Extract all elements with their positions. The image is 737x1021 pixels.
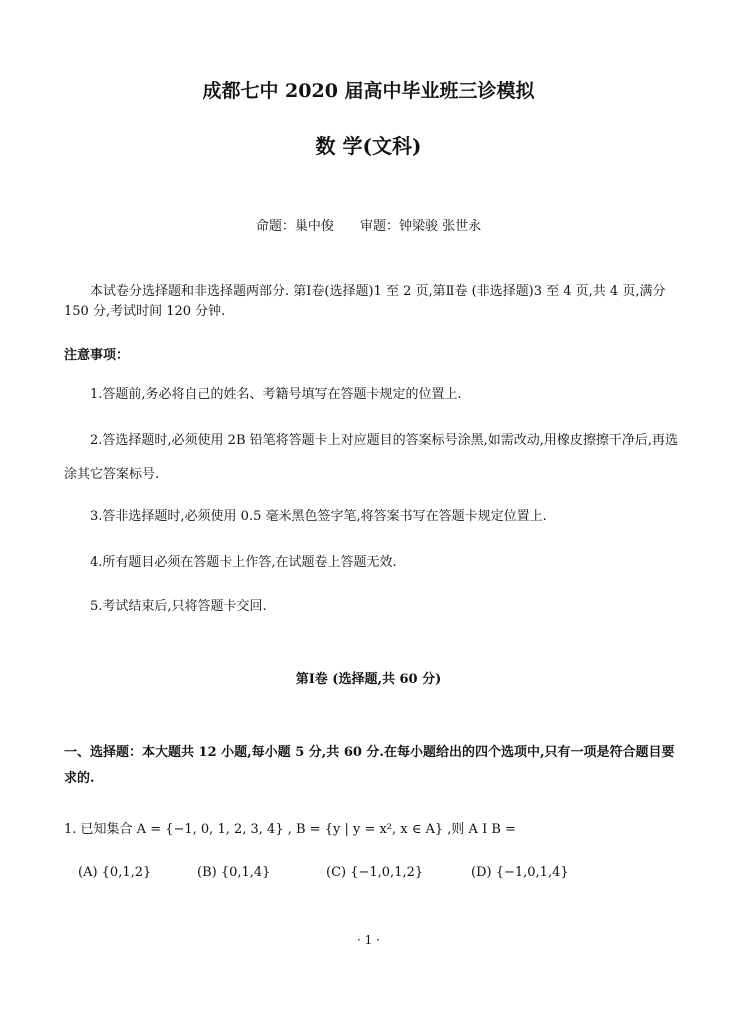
exam-title: 成都七中 2020 届高中毕业班三诊模拟 bbox=[202, 80, 535, 102]
notice-item-2: 2.答选择题时,必须使用 2B 铅笔将答题卡上对应题目的答案标号涂黑,如需改动,用橡皮擦擦干净后,再选涂其它答案标号. bbox=[64, 433, 679, 482]
section-heading: 第Ⅰ卷 (选择题,共 60 分) bbox=[295, 672, 442, 687]
notice-item-3: 3.答非选择题时,必须使用 0.5 毫米黑色签字笔,将答案书写在答题卡规定位置上. bbox=[90, 509, 547, 524]
question-1: 1. 已知集合 A = {−1, 0, 1, 2, 3, 4} , B = {y | y = x², x ∈ A} ,则 A I B = bbox=[64, 822, 516, 837]
author-line bbox=[0, 215, 737, 234]
notice-item-5: 5.考试结束后,只将答题卡交回. bbox=[90, 599, 267, 614]
exam-subject: 数 学(文科) bbox=[315, 134, 422, 158]
notice-item-1: 1.答题前,务必将自己的姓名、考籍号填写在答题卡规定的位置上. bbox=[90, 387, 462, 402]
intro-paragraph: 本试卷分选择题和非选择题两部分. 第Ⅰ卷(选择题)1 至 2 页,第Ⅱ卷 (非选择题)3 至 4 页,共 4 页,满分 150 分,考试时间 120 分钟. bbox=[64, 284, 666, 319]
page-number: · 1 · bbox=[357, 933, 380, 947]
reviewer-label: 审题：钟梁骏 张世永 bbox=[359, 219, 482, 234]
part-instructions: 一、选择题：本大题共 12 小题,每小题 5 分,共 60 分.在每小题给出的四个选项中,只有一项是符合题目要求的. bbox=[64, 745, 675, 786]
question-1-option-d: (D) {−1,0,1,4} bbox=[471, 865, 569, 880]
notice-heading: 注意事项： bbox=[64, 348, 130, 363]
notice-item-4: 4.所有题目必须在答题卡上作答,在试题卷上答题无效. bbox=[90, 555, 397, 570]
question-1-option-c: (C) {−1,0,1,2} bbox=[326, 865, 424, 880]
setter-label: 命题：巢中俊 bbox=[255, 219, 334, 234]
question-1-option-a: (A) {0,1,2} bbox=[78, 865, 152, 880]
question-1-option-b: (B) {0,1,4} bbox=[197, 865, 271, 880]
